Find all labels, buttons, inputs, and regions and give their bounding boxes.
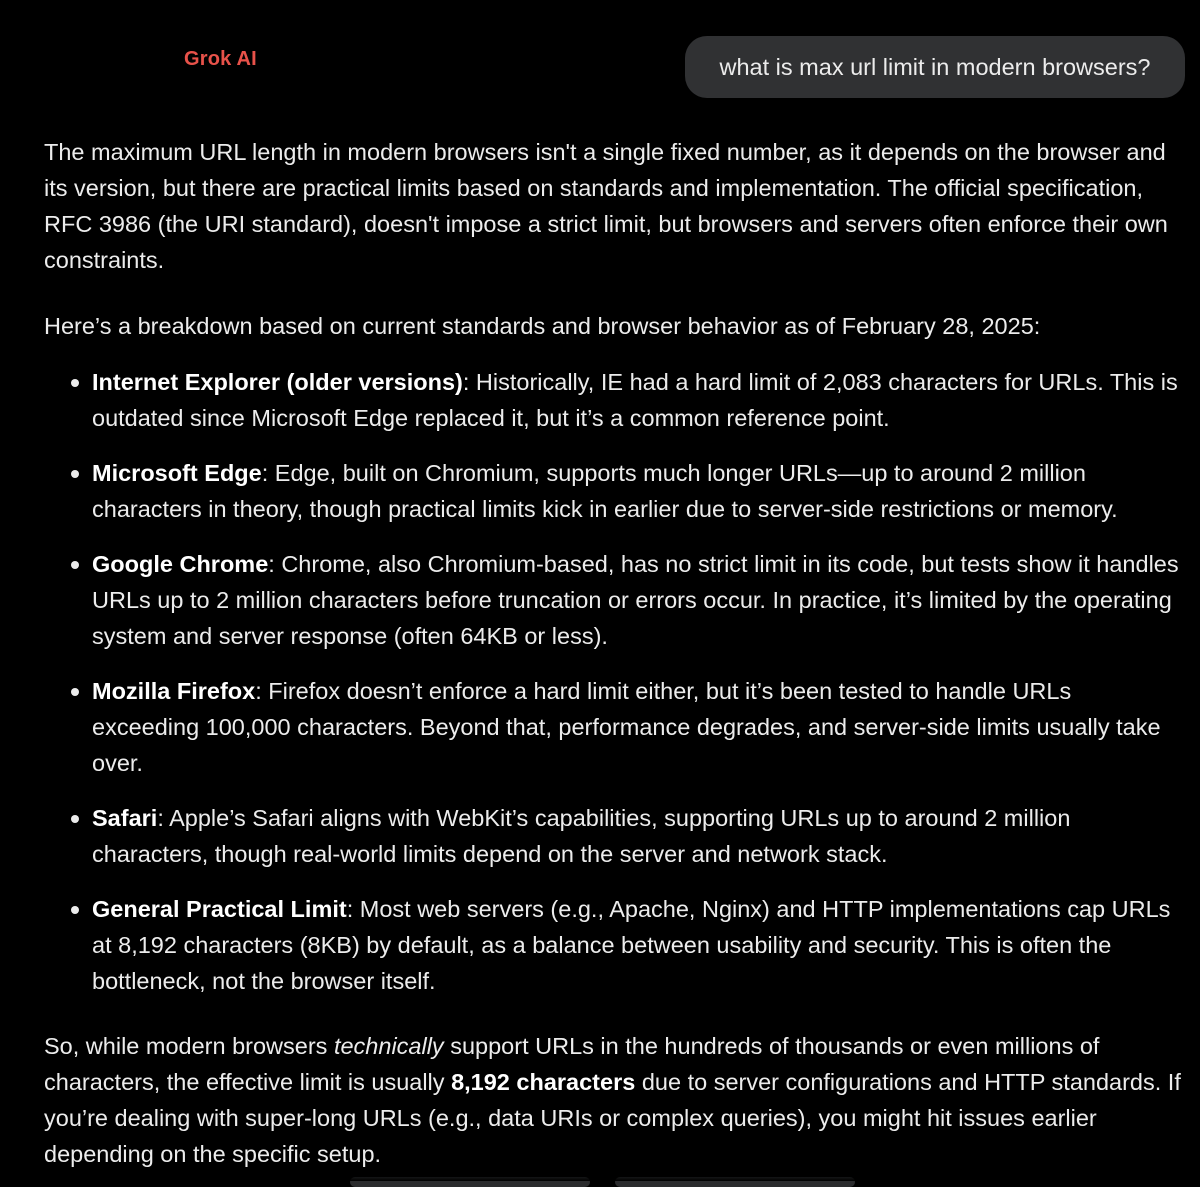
conclusion-strong: 8,192 characters	[451, 1069, 636, 1095]
list-item	[44, 891, 1184, 999]
response-intro: The maximum URL length in modern browsers isn't a single fixed number, as it depends on the browser and its version, but there are practical limits based on standards and implementation. The official specification, RFC 3986 (the URI standard), doesn't impose a strict limit, but browsers and servers often enforce their own constraints.	[44, 139, 1168, 273]
bullet-icon	[71, 379, 79, 387]
bullet-icon	[71, 470, 79, 478]
assistant-response	[44, 134, 1184, 1172]
response-conclusion	[44, 1028, 1184, 1172]
list-item-text: : Apple’s Safari aligns with WebKit’s capabilities, supporting URLs up to around 2 million characters, though real-world limits depend on the server and network stack.	[92, 805, 1071, 867]
bullet-icon	[71, 815, 79, 823]
list-item-title: General Practical Limit	[92, 896, 347, 922]
user-message-bubble	[685, 36, 1185, 98]
list-item-title: Microsoft Edge	[92, 460, 262, 486]
list-item-text: : Chrome, also Chromium-based, has no strict limit in its code, but tests show it handles URLs up to 2 million characters before truncation or errors occur. In practice, it’s limited by the operating system and server response (often 64KB or less).	[92, 551, 1179, 649]
conclusion-text: So, while modern browsers	[44, 1033, 334, 1059]
list-item-title: Safari	[92, 805, 158, 831]
list-item	[44, 455, 1184, 527]
conclusion-emphasis: technically	[333, 1033, 444, 1059]
list-item-text: : Most web servers (e.g., Apache, Nginx) and HTTP implementations cap URLs at 8,192 characters (8KB) by default, as a balance between usability and security. This is often the bottleneck, not the browser itself.	[92, 896, 1171, 994]
list-item-title: Google Chrome	[92, 551, 269, 577]
user-message-text: what is max url limit in modern browsers?	[719, 53, 1151, 80]
conclusion-text: due to server configurations and HTTP standards. If you’re dealing with super-long URLs (e.g., data URIs or complex queries), you might hit issues earlier depending on the specific setup.	[44, 1069, 1181, 1167]
conclusion-text: support URLs in the hundreds of thousands or even millions of characters, the effective limit is usually	[44, 1033, 1100, 1095]
list-item-title: Mozilla Firefox	[92, 678, 256, 704]
bullet-icon	[71, 561, 79, 569]
list-item	[44, 800, 1184, 872]
list-item	[44, 673, 1184, 781]
bullet-icon	[71, 688, 79, 696]
response-lead: Here’s a breakdown based on current standards and browser behavior as of February 28, 2025:	[44, 313, 1041, 339]
bullet-icon	[71, 906, 79, 914]
list-item-title: Internet Explorer (older versions)	[92, 369, 463, 395]
list-item	[44, 364, 1184, 436]
bottom-fade	[0, 1173, 1200, 1181]
brand-label: Grok AI	[184, 48, 257, 70]
list-item-text: : Edge, built on Chromium, supports much longer URLs—up to around 2 million characters in theory, though practical limits kick in earlier due to server-side restrictions or memory.	[92, 460, 1118, 522]
browser-limits-list	[44, 364, 1184, 999]
list-item-text: : Historically, IE had a hard limit of 2,083 characters for URLs. This is outdated since Microsoft Edge replaced it, but it’s a common reference point.	[92, 369, 1178, 431]
list-item	[44, 546, 1184, 654]
list-item-text: : Firefox doesn’t enforce a hard limit either, but it’s been tested to handle URLs exceeding 100,000 characters. Beyond that, performance degrades, and server-side limits usually take over.	[92, 678, 1161, 776]
